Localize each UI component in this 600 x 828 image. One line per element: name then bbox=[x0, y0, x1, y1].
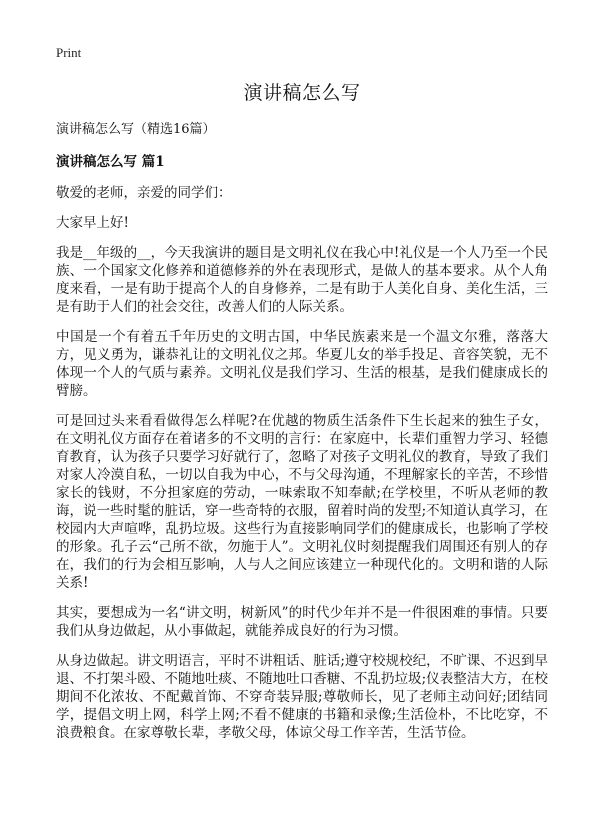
paragraph: 可是回过头来看看做得怎么样呢?在优越的物质生活条件下生长起来的独生子女，在文明礼仪方面存在着诸多的不文明的言行：在家庭中，长辈们重智力学习、轻德育教育，认为孩子只要学习好就行了，忽略了对孩子文明礼仪的教育，导致了我们对家人冷漠自私，一切以自我为中心，不与父母沟通，不理解家长的辛苦，不珍惜家长的钱财，不分担家庭的劳动，一味索取不知奉献;在学校里，不听从老师的教诲，说一些时髦的脏话，穿一些奇特的衣服，留着时尚的发型;不知道认真学习，在校园内大声喧哗，乱扔垃圾。这些行为直接影响同学们的健康成长，也影响了学校的形象。孔子云“己所不欲，勿施于人”。文明礼仪时刻提醒我们周围还有别人的存在，我们的行为会相互影响，人与人之间应该建立一种现代化的。文明和谐的人际关系! bbox=[56, 413, 548, 591]
print-label: Print bbox=[56, 45, 82, 60]
paragraph: 中国是一个有着五千年历史的文明古国，中华民族素来是一个温文尔雅，落落大方，见义勇为，谦恭礼让的文明礼仪之邦。华夏儿女的举手投足、音容笑貌，无不体现一个人的气质与素养。文明礼仪是我们学习、生活的根基，是我们健康成长的臂膀。 bbox=[56, 329, 548, 399]
document-title: 演讲稿怎么写 bbox=[243, 82, 361, 104]
greeting: 大家早上好! bbox=[56, 215, 129, 231]
salutation: 敬爱的老师，亲爱的同学们： bbox=[56, 185, 232, 201]
paragraph: 我是__年级的__，今天我演讲的题目是文明礼仪在我心中!礼仪是一个人乃至一个民族、一个国家文化修养和道德修养的外在表现形式，是做人的基本要求。从个人角度来看，一是有助于提高个人的自身修养，二是有助于人美化自身、美化生活，三是有助于人们的社会交往，改善人们的人际关系。 bbox=[56, 245, 548, 315]
section-heading: 演讲稿怎么写 篇1 bbox=[56, 154, 165, 170]
document-body bbox=[56, 80, 548, 754]
document-subtitle: 演讲稿怎么写（精选16篇） bbox=[56, 122, 216, 137]
paragraph: 其实，要想成为一名“讲文明，树新风”的时代少年并不是一件很困难的事情。只要我们从身边做起，从小事做起，就能养成良好的行为习惯。 bbox=[56, 605, 548, 639]
paragraph: 从身边做起。讲文明语言，平时不讲粗话、脏话;遵守校规校纪，不旷课、不迟到早退、不打架斗殴、不随地吐痰、不随地吐口香糖、不乱扔垃圾;仪表整洁大方，在校期间不化浓妆、不配戴首饰、不穿奇装异服;尊敬师长，见了老师主动问好;团结同学，提倡文明上网，科学上网;不看不健康的书籍和录像;生活俭朴，不比吃穿，不浪费粮食。在家尊敬长辈，孝敬父母，体谅父母工作辛苦，生活节俭。 bbox=[56, 653, 548, 741]
